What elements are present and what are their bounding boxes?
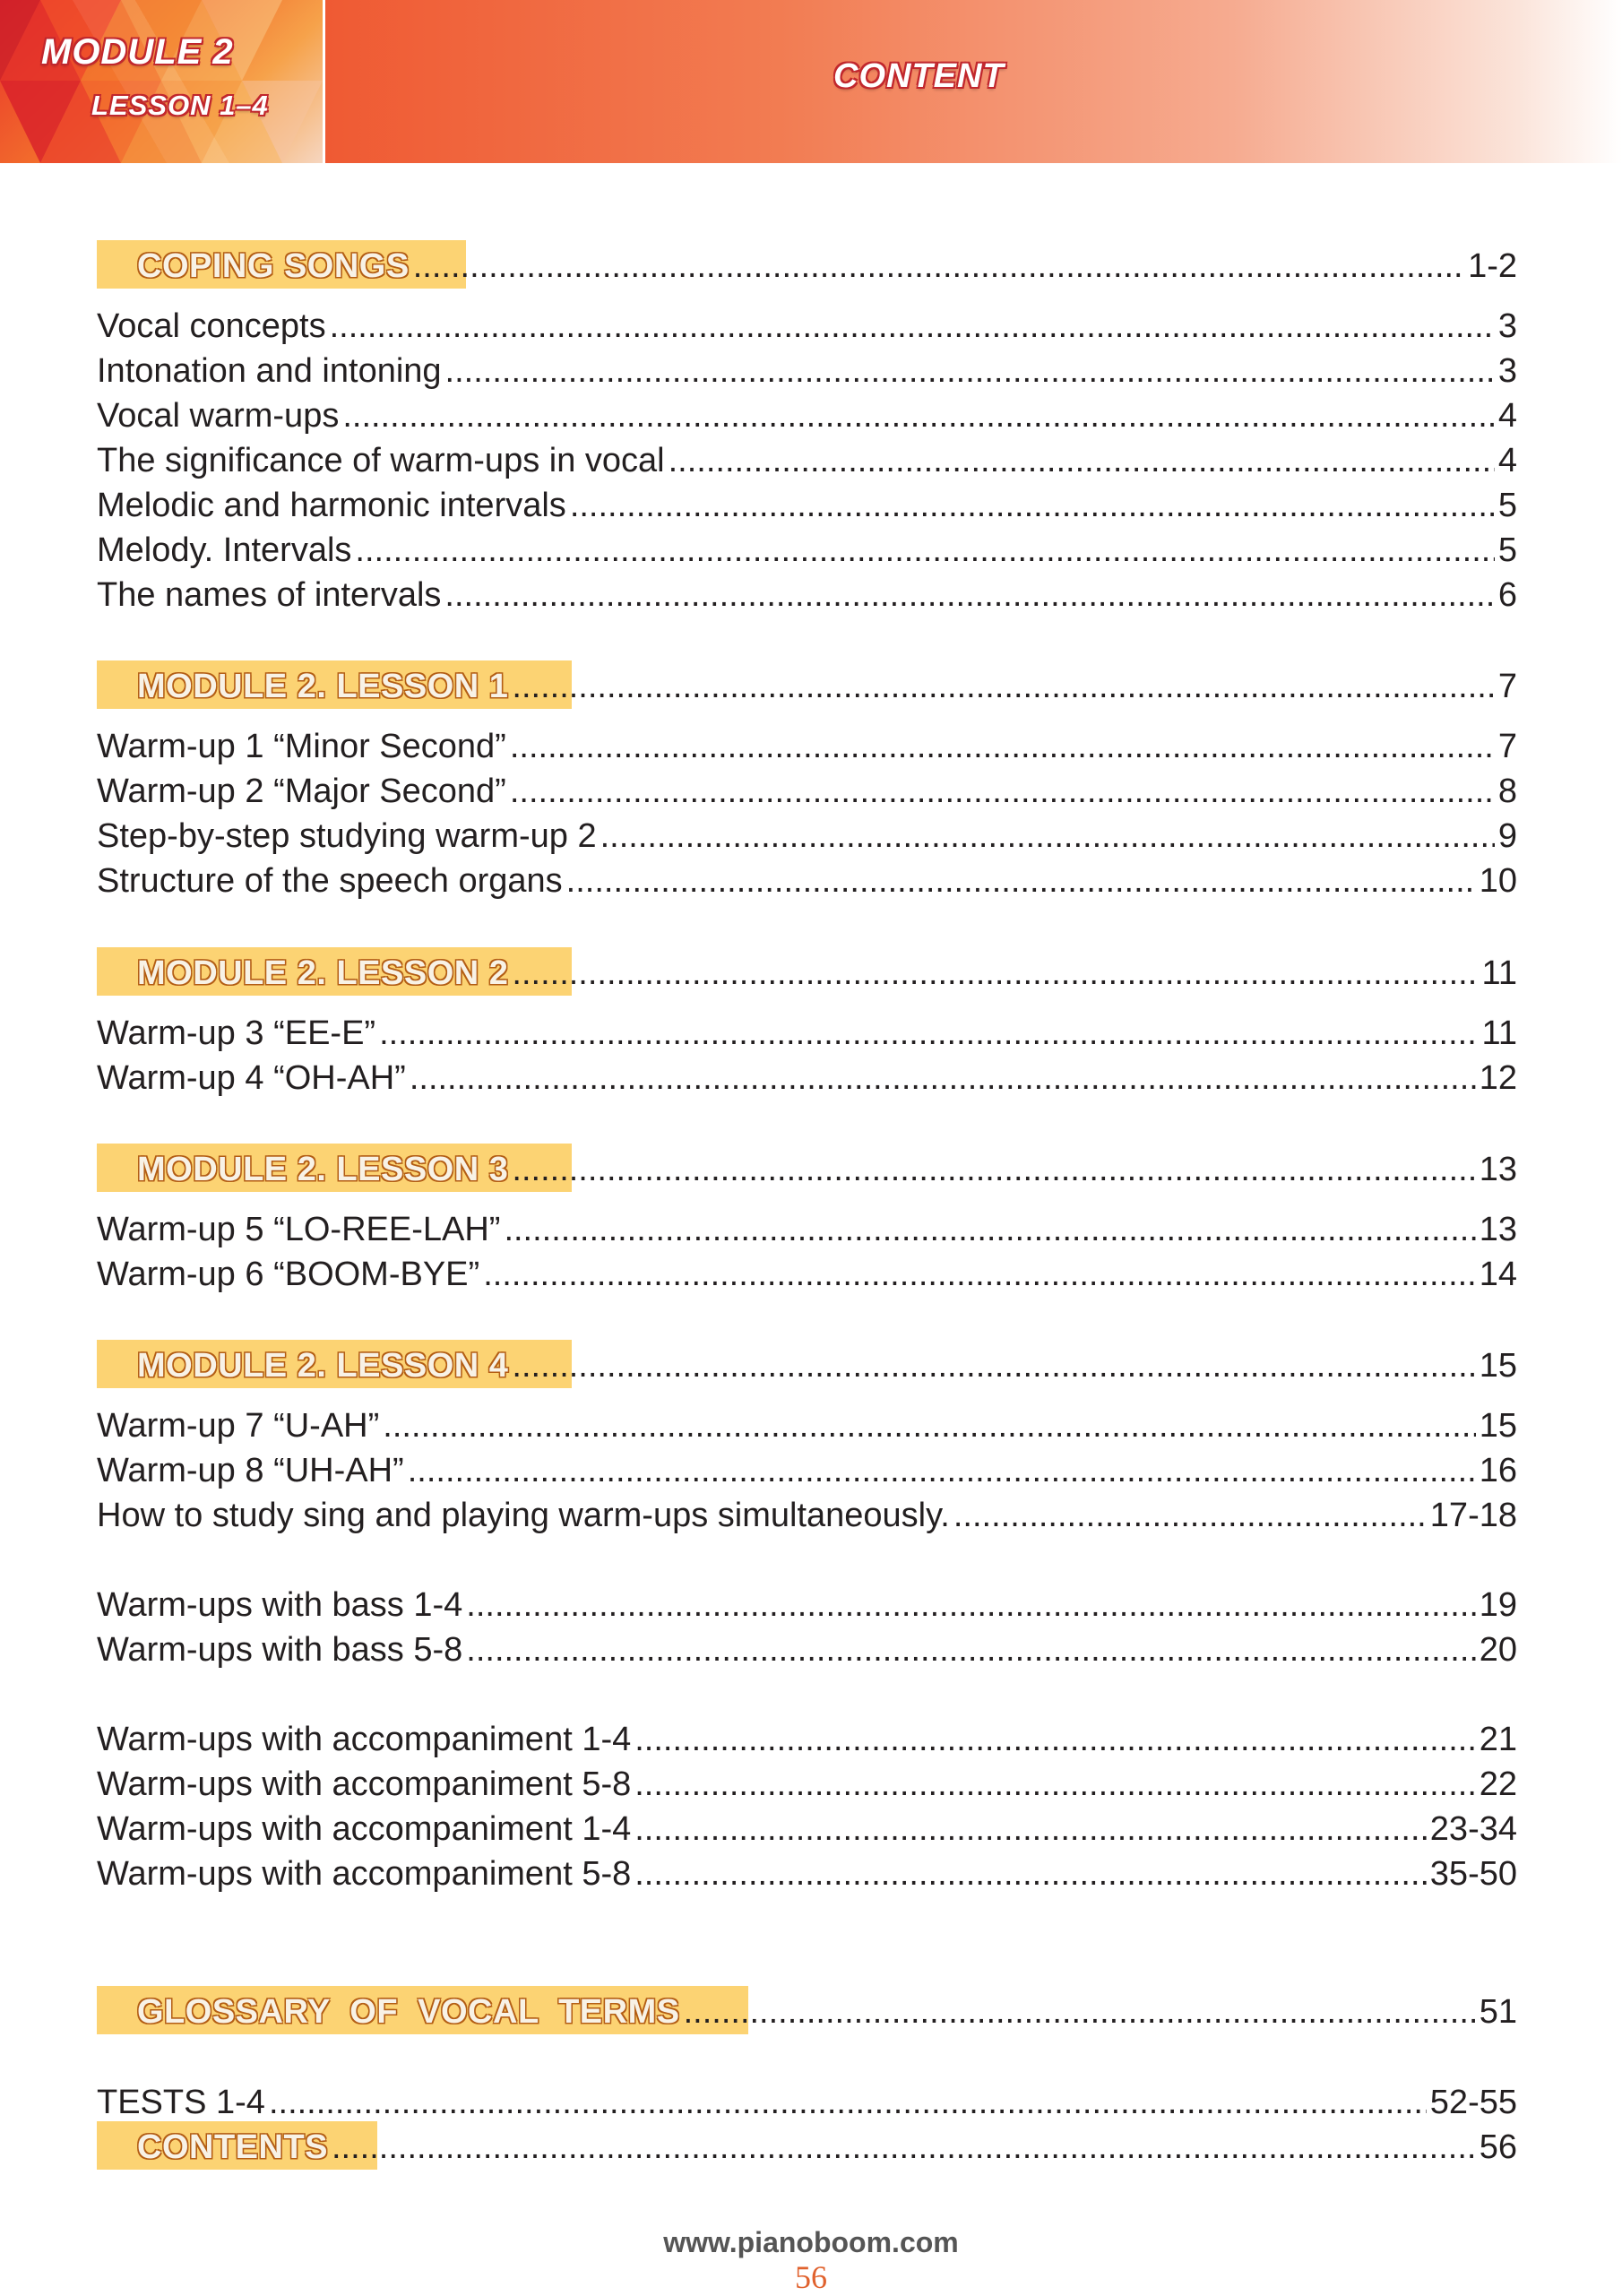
- footer-website-link[interactable]: www.pianoboom.com: [663, 2226, 959, 2258]
- toc-page-number: 11: [1481, 954, 1517, 992]
- toc-item[interactable]: [97, 1805, 1517, 1850]
- toc-item-title: Vocal concepts: [97, 307, 326, 345]
- toc-page-number: 20: [1479, 1631, 1517, 1669]
- toc-item[interactable]: [97, 1850, 1517, 1895]
- toc-item-tests[interactable]: [97, 2078, 1517, 2123]
- toc-section-coping-songs[interactable]: [97, 242, 1517, 287]
- toc-page-number: 11: [1481, 1014, 1517, 1052]
- lesson-label: LESSON 1–4: [91, 90, 269, 121]
- toc-leader-dots: [379, 1013, 1478, 1054]
- toc-item-title: The significance of warm-ups in vocal: [97, 442, 665, 479]
- toc-page-number: 15: [1479, 1347, 1517, 1385]
- toc-item[interactable]: [97, 1402, 1517, 1446]
- toc-item[interactable]: [97, 1054, 1517, 1099]
- toc-leader-dots: [483, 1254, 1476, 1295]
- toc-page-number: 17-18: [1429, 1497, 1517, 1534]
- footer-page-number: 56: [795, 2259, 827, 2295]
- toc-page-number: 15: [1479, 1407, 1517, 1445]
- toc-leader-dots: [444, 574, 1494, 616]
- toc-leader-dots: [383, 1405, 1475, 1446]
- toc-item-title: Step-by-step studying warm-up 2: [97, 817, 597, 855]
- toc-item-title: Warm-ups with accompaniment 5-8: [97, 1765, 632, 1803]
- toc-item[interactable]: [97, 436, 1517, 481]
- toc-leader-dots: [953, 1495, 1427, 1536]
- toc-page-number: 7: [1497, 728, 1517, 765]
- toc-item[interactable]: [97, 302, 1517, 347]
- toc-page-number: 10: [1479, 862, 1517, 900]
- toc-item[interactable]: [97, 1760, 1517, 1805]
- header-corner-decoration: [0, 0, 323, 163]
- toc-page-number: 13: [1479, 1211, 1517, 1248]
- toc-item-title: The names of intervals: [97, 576, 442, 614]
- toc-item[interactable]: [97, 1715, 1517, 1760]
- toc-section-lesson-2[interactable]: [97, 949, 1517, 994]
- toc-section-glossary[interactable]: [97, 1988, 1517, 2033]
- toc-leader-dots: [510, 771, 1495, 812]
- toc-page-number: 16: [1479, 1452, 1517, 1489]
- toc-section-title: GLOSSARY OF VOCAL TERMS: [137, 1993, 680, 2031]
- toc-page-number: 1-2: [1468, 247, 1517, 285]
- toc-leader-dots: [408, 1450, 1476, 1491]
- toc-section-title: COPING SONGS: [137, 247, 410, 285]
- toc-page-number: 4: [1497, 397, 1517, 435]
- toc-leader-dots: [355, 530, 1494, 571]
- toc-leader-dots: [342, 395, 1495, 436]
- triangle-pattern-icon: [0, 0, 323, 163]
- toc-item[interactable]: [97, 1446, 1517, 1491]
- toc-item[interactable]: [97, 857, 1517, 902]
- toc-item[interactable]: [97, 1626, 1517, 1670]
- toc-leader-dots: [512, 953, 1478, 994]
- toc-section-contents[interactable]: [97, 2123, 1517, 2168]
- toc-item-title: Warm-ups with bass 1-4: [97, 1586, 463, 1624]
- toc-item-title: Warm-up 7 “U-AH”: [97, 1407, 380, 1445]
- toc-item-title: Warm-up 4 “OH-AH”: [97, 1059, 406, 1097]
- toc-page-number: 9: [1497, 817, 1517, 855]
- toc-item[interactable]: [97, 392, 1517, 436]
- toc-page-number: 3: [1497, 307, 1517, 345]
- toc-section-title: MODULE 2. LESSON 1: [137, 668, 509, 705]
- toc-section-lesson-3[interactable]: [97, 1145, 1517, 1190]
- page-title: CONTENT: [833, 57, 1005, 95]
- toc-item-title: Warm-up 6 “BOOM-BYE”: [97, 1256, 480, 1293]
- toc-leader-dots: [512, 666, 1494, 707]
- toc-item-title: Melody. Intervals: [97, 531, 352, 569]
- toc-item-title: Warm-up 8 “UH-AH”: [97, 1452, 404, 1489]
- toc-page-number: 52-55: [1429, 2084, 1517, 2121]
- toc-item-title: Warm-up 3 “EE-E”: [97, 1014, 376, 1052]
- toc-leader-dots: [332, 2127, 1476, 2168]
- toc-item[interactable]: [97, 767, 1517, 812]
- toc-item[interactable]: [97, 1581, 1517, 1626]
- toc-item-title: Warm-up 5 “LO-REE-LAH”: [97, 1211, 501, 1248]
- toc-section-title: MODULE 2. LESSON 4: [137, 1347, 509, 1385]
- toc-leader-dots: [634, 1764, 1475, 1805]
- toc-leader-dots: [570, 485, 1495, 526]
- toc-page-number: 19: [1479, 1586, 1517, 1624]
- toc-item-title: Warm-ups with bass 5-8: [97, 1631, 463, 1669]
- toc-section-title: MODULE 2. LESSON 3: [137, 1151, 509, 1188]
- toc-leader-dots: [600, 816, 1495, 857]
- toc-item-title: Warm-ups with accompaniment 5-8: [97, 1855, 632, 1893]
- toc-item-title: Melodic and harmonic intervals: [97, 487, 566, 524]
- toc-page-number: 35-50: [1429, 1855, 1517, 1893]
- toc-page-number: 14: [1479, 1256, 1517, 1293]
- toc-page-number: 21: [1479, 1721, 1517, 1758]
- toc-leader-dots: [634, 1808, 1427, 1850]
- toc-leader-dots: [269, 2082, 1427, 2123]
- toc-item[interactable]: [97, 1205, 1517, 1250]
- toc-leader-dots: [684, 1991, 1476, 2033]
- toc-leader-dots: [466, 1629, 1475, 1670]
- toc-page-number: 51: [1479, 1993, 1517, 2031]
- toc-item-title: Warm-ups with accompaniment 1-4: [97, 1810, 632, 1848]
- toc-page-number: 6: [1497, 576, 1517, 614]
- toc-page-number: 5: [1497, 531, 1517, 569]
- toc-leader-dots: [634, 1719, 1475, 1760]
- module-label: MODULE 2: [41, 32, 234, 72]
- toc-item-title: Warm-up 2 “Major Second”: [97, 773, 506, 810]
- toc-item[interactable]: [97, 812, 1517, 857]
- toc-page-number: 12: [1479, 1059, 1517, 1097]
- toc-section-title: CONTENTS: [137, 2128, 328, 2166]
- toc-section-lesson-4[interactable]: [97, 1342, 1517, 1386]
- toc-leader-dots: [669, 440, 1495, 481]
- toc-page-number: 22: [1479, 1765, 1517, 1803]
- toc-section-lesson-1[interactable]: [97, 662, 1517, 707]
- toc-page-number: 8: [1497, 773, 1517, 810]
- toc-item-title: Warm-ups with accompaniment 1-4: [97, 1721, 632, 1758]
- toc-item[interactable]: [97, 481, 1517, 526]
- toc-item-title: Warm-up 1 “Minor Second”: [97, 728, 506, 765]
- toc-item-title: Structure of the speech organs: [97, 862, 563, 900]
- toc-leader-dots: [413, 246, 1464, 287]
- toc-page-number: 7: [1497, 668, 1517, 705]
- toc-leader-dots: [410, 1057, 1476, 1099]
- toc-item-title: Vocal warm-ups: [97, 397, 340, 435]
- toc-leader-dots: [512, 1149, 1475, 1190]
- toc-item[interactable]: [97, 1491, 1517, 1536]
- toc-item-title: TESTS 1-4: [97, 2084, 265, 2121]
- toc-leader-dots: [330, 306, 1495, 347]
- toc-page-number: 56: [1479, 2128, 1517, 2166]
- toc-item[interactable]: [97, 722, 1517, 767]
- toc-leader-dots: [504, 1209, 1475, 1250]
- toc-leader-dots: [566, 860, 1476, 902]
- toc-leader-dots: [510, 726, 1495, 767]
- toc-item[interactable]: [97, 1250, 1517, 1295]
- toc-leader-dots: [445, 350, 1495, 392]
- toc-page-number: 4: [1497, 442, 1517, 479]
- toc-page-number: 5: [1497, 487, 1517, 524]
- toc-item[interactable]: [97, 1009, 1517, 1054]
- toc-leader-dots: [634, 1853, 1427, 1895]
- toc-leader-dots: [512, 1345, 1475, 1386]
- toc-item[interactable]: [97, 347, 1517, 392]
- toc-item[interactable]: [97, 571, 1517, 616]
- toc-page-number: 13: [1479, 1151, 1517, 1188]
- toc-leader-dots: [466, 1584, 1475, 1626]
- toc-item-title: Intonation and intoning: [97, 352, 442, 390]
- toc-item-title: How to study sing and playing warm-ups simultaneously.: [97, 1497, 950, 1534]
- toc-item[interactable]: [97, 526, 1517, 571]
- toc-section-title: MODULE 2. LESSON 2: [137, 954, 509, 992]
- toc-page-number: 23-34: [1429, 1810, 1517, 1848]
- toc-page-number: 3: [1497, 352, 1517, 390]
